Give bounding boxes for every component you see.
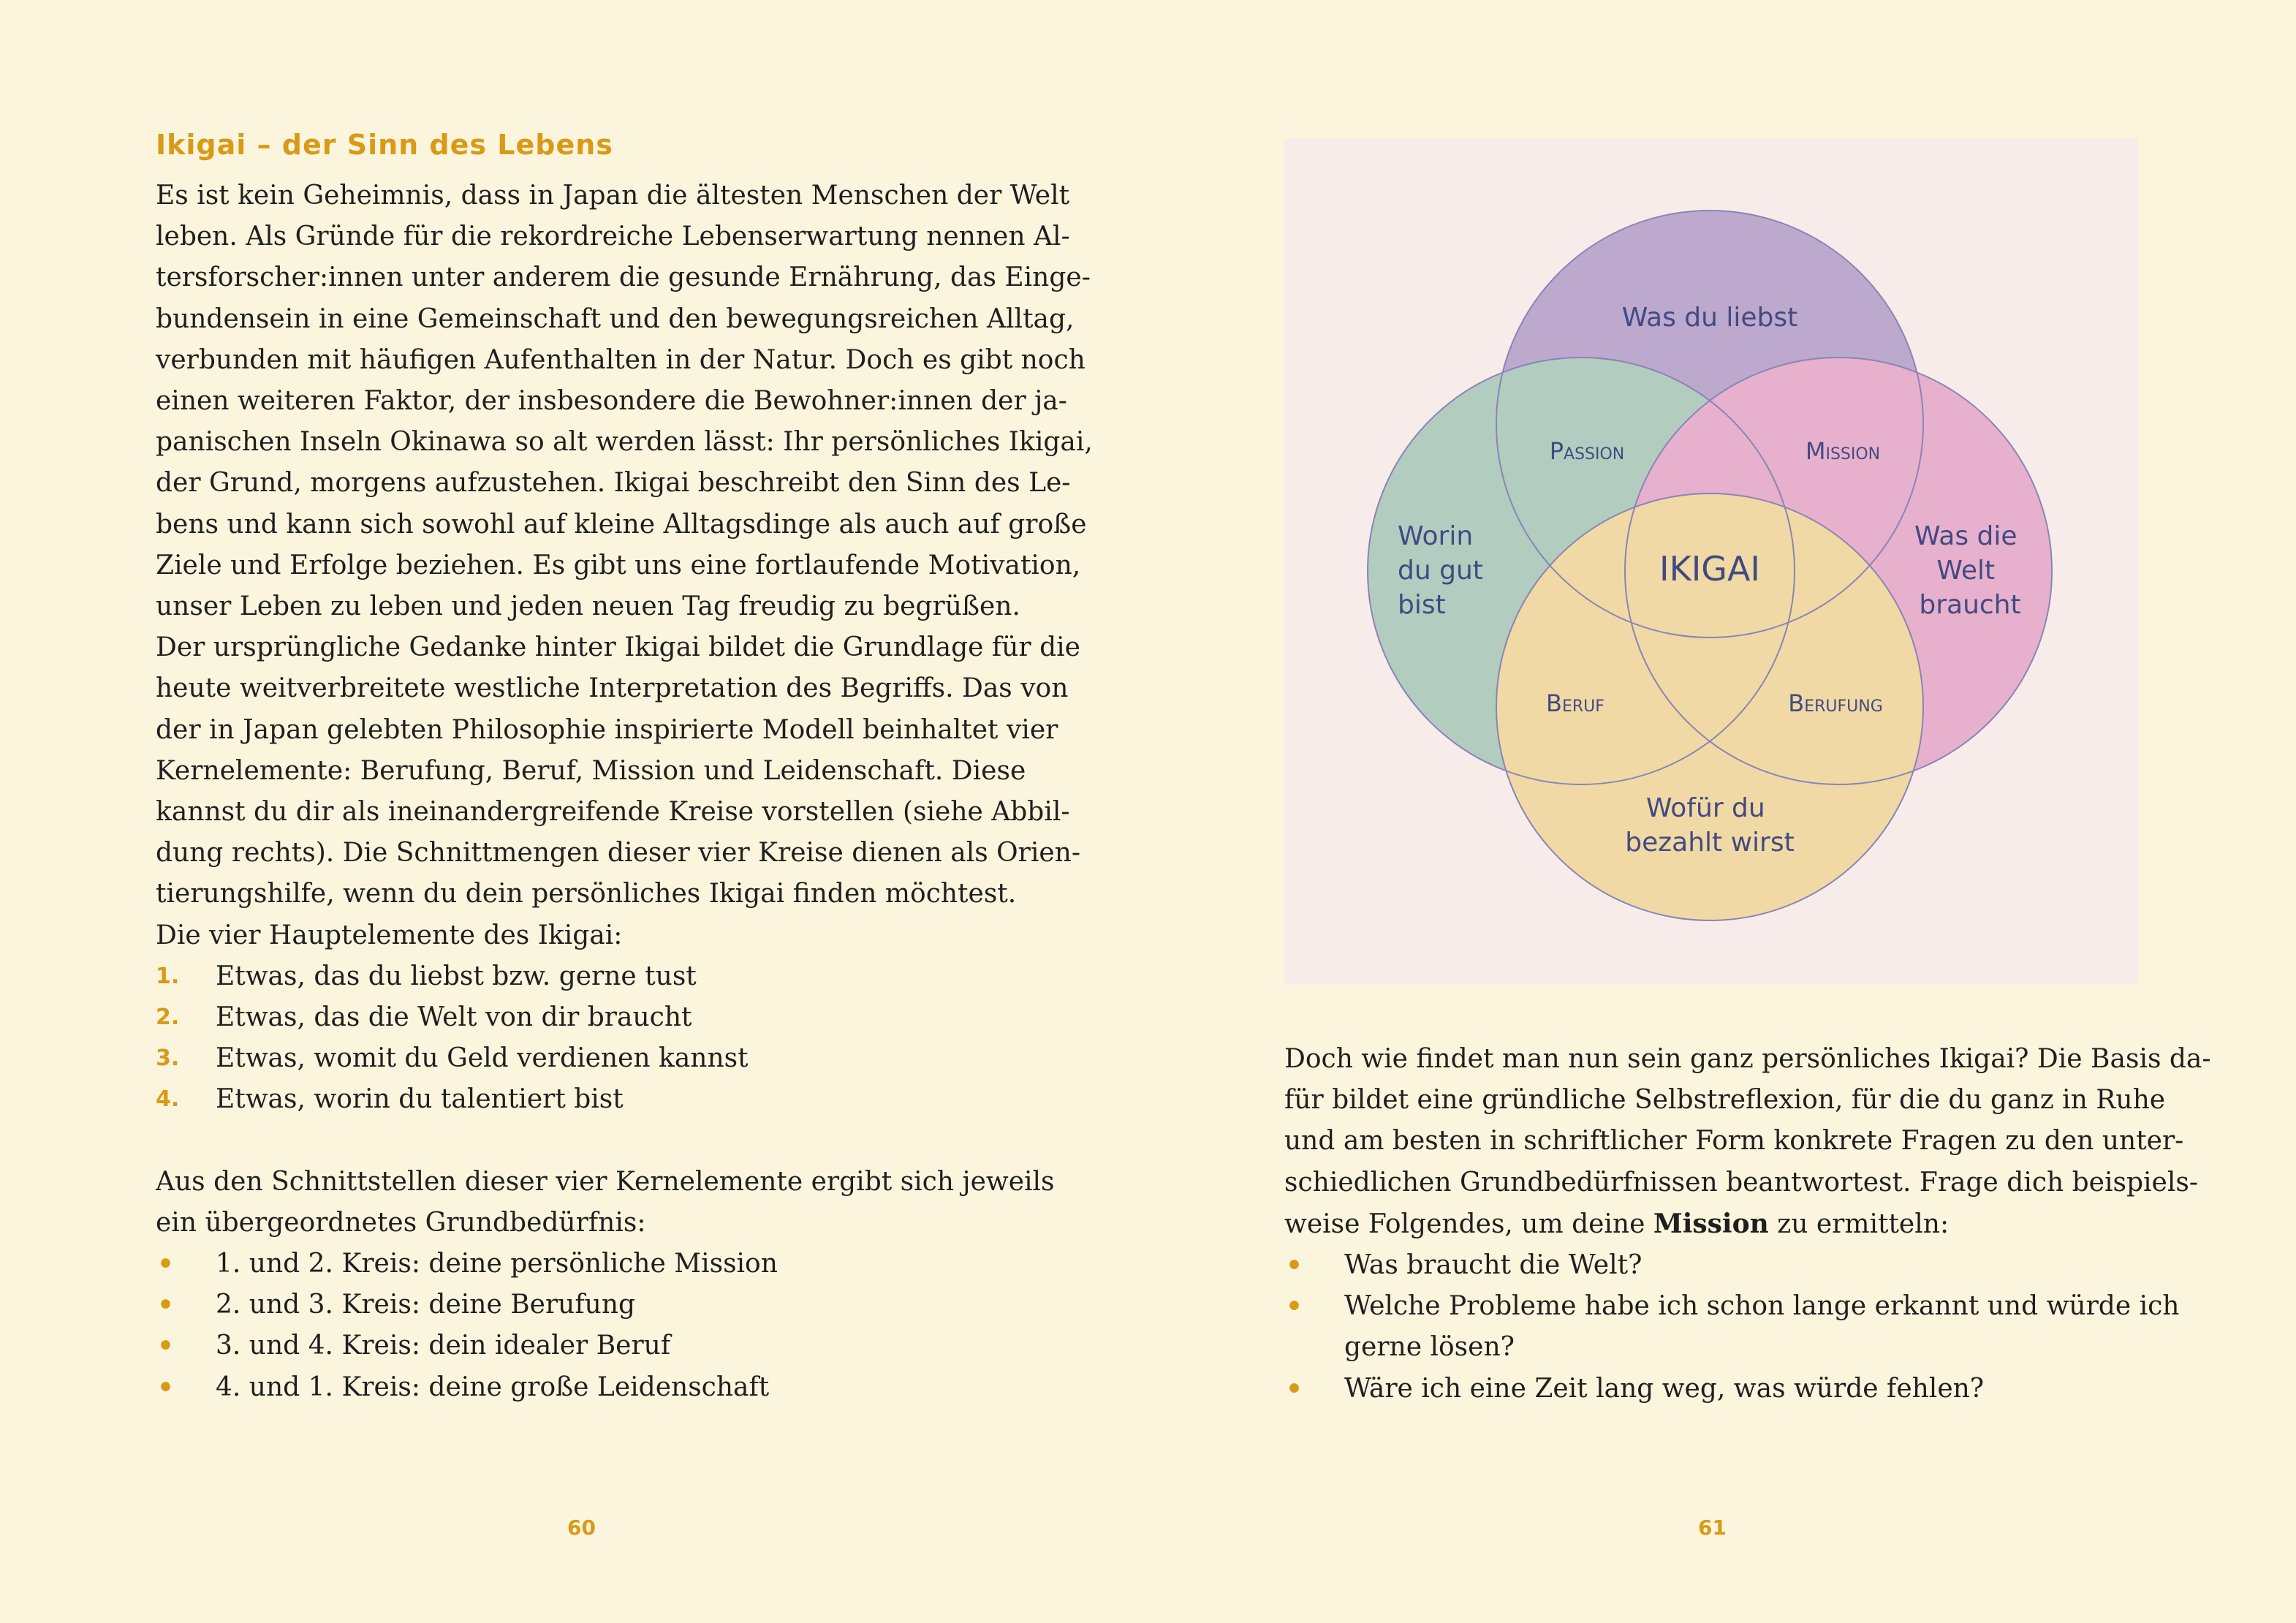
list-item xyxy=(156,956,1009,997)
list-item-text: Etwas, womit du Geld verdienen kannst xyxy=(216,1043,749,1074)
list-item xyxy=(156,1079,1009,1120)
text-line: der Grund, morgens aufzustehen. Ikigai beschreibt den Sinn des Le- xyxy=(156,468,1071,499)
ikigai-venn-svg xyxy=(1284,139,2138,985)
bullet-list xyxy=(156,1244,1009,1408)
text-line: und am besten in schriftlicher Form konkrete Fragen zu den unter- xyxy=(1284,1126,2184,1157)
list-item-text: 4. und 1. Kreis: deine große Leidenschaft xyxy=(216,1372,770,1402)
text-line: leben. Als Gründe für die rekordreiche Lebenserwartung nennen Al- xyxy=(156,222,1070,252)
list-item xyxy=(156,1325,1009,1366)
label-ikigai-center: IKIGAI xyxy=(1659,549,1760,589)
list-item-text: Etwas, das du liebst bzw. gerne tust xyxy=(216,961,697,991)
reflection-paragraph xyxy=(1284,1039,2211,1245)
label-wofuer-du-bezahlt-wirst: Wofür du bezahlt wirst xyxy=(1625,793,1795,858)
list-item-text: gerne lösen? xyxy=(1344,1332,1515,1363)
list-item-text: 1. und 2. Kreis: deine persönliche Mission xyxy=(216,1249,778,1279)
bullet-icon: • xyxy=(157,1372,175,1403)
label-beruf: Beruf xyxy=(1546,689,1604,717)
label-worin-du-gut-bist: Worin du gut bist xyxy=(1398,521,1483,620)
model-paragraph xyxy=(156,627,1081,915)
list-item xyxy=(156,997,1009,1038)
bullet-icon: • xyxy=(157,1331,175,1362)
intro-paragraph xyxy=(156,175,1093,627)
section-heading: Ikigai – der Sinn des Lebens xyxy=(156,129,613,161)
intersection-paragraph xyxy=(156,1162,1055,1244)
bullet-icon: • xyxy=(157,1249,175,1280)
bullet-icon: • xyxy=(1286,1373,1303,1404)
question-list xyxy=(1284,1245,2180,1410)
mission-emphasis: Mission xyxy=(1653,1208,1769,1239)
text-fragment: zu ermitteln: xyxy=(1768,1208,1950,1239)
list-number: 3. xyxy=(156,1045,180,1072)
page-number: 60 xyxy=(567,1516,596,1540)
list-item-text: Etwas, worin du talentiert bist xyxy=(216,1084,624,1115)
numbered-list xyxy=(156,956,1009,1121)
text-line: Doch wie findet man nun sein ganz persönliches Ikigai? Die Basis da- xyxy=(1284,1044,2211,1074)
list-item xyxy=(1284,1369,2138,1410)
spacer xyxy=(156,1121,1009,1162)
text-line xyxy=(1284,1203,2138,1245)
list-number: 1. xyxy=(156,963,180,989)
list-number: 2. xyxy=(156,1005,180,1031)
text-line: bens und kann sich sowohl auf kleine Alltagsdinge als auch auf große xyxy=(156,509,1087,540)
text-line: für bildet eine gründliche Selbstreflexion, für die du ganz in Ruhe xyxy=(1284,1085,2166,1116)
text-line: Der ursprüngliche Gedanke hinter Ikigai bildet die Grundlage für die xyxy=(156,632,1080,663)
list-item xyxy=(156,1038,1009,1079)
label-was-die-welt-braucht: Was die Welt braucht xyxy=(1914,521,2021,620)
list-intro: Die vier Hauptelemente des Ikigai: xyxy=(156,920,623,950)
text-line: Kernelemente: Berufung, Beruf, Mission und Leidenschaft. Diese xyxy=(156,755,1026,786)
text-line: einen weiteren Faktor, der insbesondere die Bewohner:innen der ja- xyxy=(156,386,1067,417)
text-line: kannst du dir als ineinandergreifende Kreise vorstellen (siehe Abbil- xyxy=(156,797,1070,828)
list-item xyxy=(156,1244,1009,1285)
list-item-text: 2. und 3. Kreis: deine Berufung xyxy=(216,1290,636,1320)
text-line: ein übergeordnetes Grundbedürfnis: xyxy=(156,1207,646,1238)
text-line: Ziele und Erfolge beziehen. Es gibt uns eine fortlaufende Motivation, xyxy=(156,550,1081,580)
label-mission: Mission xyxy=(1805,437,1881,465)
list-item-text: Wäre ich eine Zeit lang weg, was würde fehlen? xyxy=(1344,1373,1985,1404)
text-line: tersforscher:innen unter anderem die gesunde Ernährung, das Einge- xyxy=(156,262,1091,293)
text-line: verbunden mit häufigen Aufenthalten in der Natur. Doch es gibt noch xyxy=(156,344,1086,375)
text-line: Es ist kein Geheimnis, dass in Japan die ältesten Menschen der Welt xyxy=(156,181,1070,211)
label-passion: Passion xyxy=(1549,437,1625,465)
text-line: der in Japan gelebten Philosophie inspirierte Modell beinhaltet vier xyxy=(156,714,1058,745)
text-line: Aus den Schnittstellen dieser vier Kernelemente ergibt sich jeweils xyxy=(156,1166,1055,1197)
text-line: unser Leben zu leben und jeden neuen Tag freudig zu begrüßen. xyxy=(156,591,1020,622)
bullet-icon: • xyxy=(157,1290,175,1321)
text-fragment: weise Folgendes, um deine xyxy=(1284,1208,1653,1239)
list-item xyxy=(156,1367,1009,1408)
label-berufung: Berufung xyxy=(1788,689,1883,717)
list-number: 4. xyxy=(156,1086,180,1113)
left-text-column xyxy=(156,175,1093,1408)
text-line: bundensein in eine Gemeinschaft und den bewegungsreichen Alltag, xyxy=(156,303,1075,334)
text-line: panischen Inseln Okinawa so alt werden lässt: Ihr persönliches Ikigai, xyxy=(156,427,1093,458)
right-page xyxy=(1148,0,2296,1623)
text-line: dung rechts). Die Schnittmengen dieser vier Kreise dienen als Orien- xyxy=(156,838,1081,869)
list-item-text: Was braucht die Welt? xyxy=(1344,1250,1643,1281)
bullet-icon: • xyxy=(1286,1291,1303,1323)
list-item xyxy=(1284,1245,2138,1286)
list-item xyxy=(156,1285,1009,1325)
bullet-icon: • xyxy=(1286,1250,1303,1282)
text-line: heute weitverbreitete westliche Interpretation des Begriffs. Das von xyxy=(156,673,1069,704)
page-number: 61 xyxy=(1698,1516,1727,1540)
ikigai-diagram xyxy=(1284,139,2138,985)
list-item-text: 3. und 4. Kreis: dein idealer Beruf xyxy=(216,1331,671,1361)
right-text-column xyxy=(1284,1039,2211,1410)
text-line: schiedlichen Grundbedürfnissen beantwortest. Frage dich beispiels- xyxy=(1284,1167,2198,1198)
list-item-text: Etwas, das die Welt von dir braucht xyxy=(216,1002,692,1033)
label-was-du-liebst: Was du liebst xyxy=(1621,303,1798,333)
text-line: tierungshilfe, wenn du dein persönliches Ikigai finden möchtest. xyxy=(156,879,1017,909)
list-item xyxy=(1284,1286,2180,1368)
list-item-text: Welche Probleme habe ich schon lange erkannt und würde ich xyxy=(1344,1291,2180,1322)
